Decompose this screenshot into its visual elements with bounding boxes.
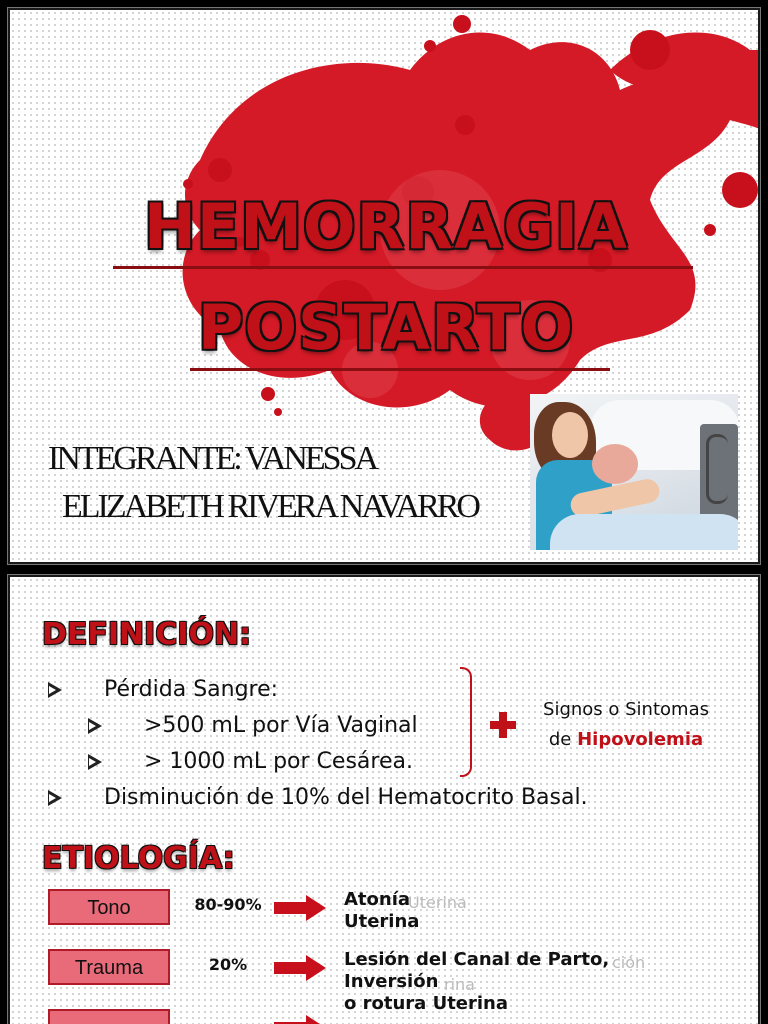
title-underline-2 [190,368,610,371]
description-line: Inversión [344,971,439,992]
bullet-text: > 1000 mL por Cesárea. [144,749,413,774]
right-arrow-icon [274,1017,328,1024]
etiology-row-trauma [48,949,748,1014]
description-line: Lesión del Canal de Parto, [344,949,610,970]
definition-heading: DEFINICIÓN: [42,617,252,652]
bullet-arrow-icon [48,682,62,698]
etiology-heading: ETIOLOGÍA: [42,841,235,876]
bullet-arrow-icon [48,790,62,806]
member-name-line-2: ELIZABETH RIVERA NAVARRO [62,488,478,525]
etiology-label-box [48,1009,170,1024]
hipovolemia-highlight: Hipovolemia [577,729,704,750]
bracket-icon [460,667,472,777]
description-line: o rotura Uterina [344,993,509,1014]
bullet-text: Pérdida Sangre: [104,677,279,702]
title-slide [8,8,760,564]
title-line-1: HEMORRAGIA [143,190,629,263]
bullet-text: Disminución de 10% del Hematocrito Basal. [104,785,588,810]
ghost-text: Uterina [408,893,467,912]
right-arrow-icon [274,957,328,979]
bullet-arrow-icon [88,754,102,770]
member-name-line-1: INTEGRANTE: VANESSA [48,440,377,477]
signos-de: de [548,729,578,750]
description-line: Uterina [344,911,420,932]
signos-note [526,695,726,755]
etiology-percent: 80-90% [194,895,262,914]
mother-newborn-photo [530,394,738,550]
etiology-row-third [48,1009,748,1024]
plus-icon [490,712,516,738]
right-arrow-icon [274,897,328,919]
etiology-label-box: Trauma [48,949,170,985]
bullet-arrow-icon [88,718,102,734]
etiology-description [344,889,419,933]
bullet-text: >500 mL por Vía Vaginal [144,713,418,738]
etiology-label-box: Tono [48,889,170,925]
title-underline-1 [113,266,693,269]
signos-prefix: Signos o Sintomas [543,699,709,720]
etiology-description [344,949,609,1015]
title-line-2: POSTARTO [197,291,575,364]
description-line: Atonía [344,889,411,910]
ghost-text: rina [444,975,475,994]
etiology-row-tono [48,889,748,932]
etiology-percent: 20% [208,955,248,974]
ghost-text: ción [612,953,646,972]
definition-slide [8,575,760,1024]
